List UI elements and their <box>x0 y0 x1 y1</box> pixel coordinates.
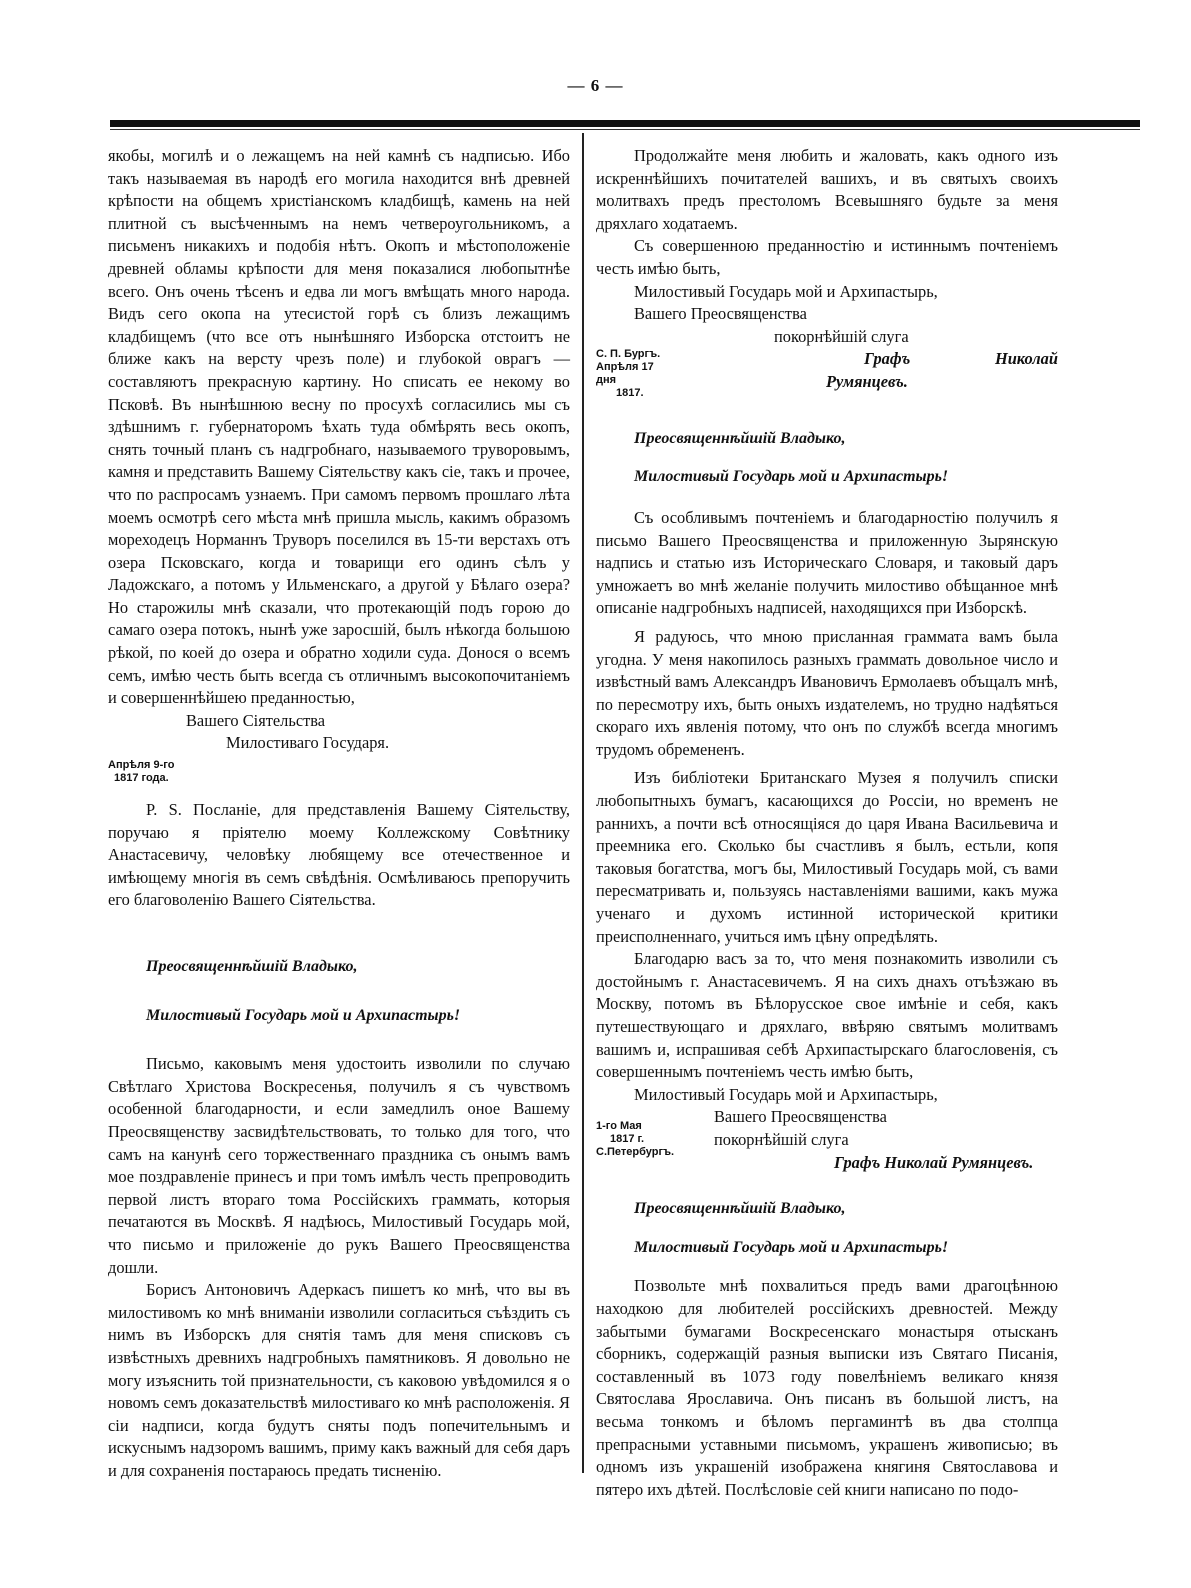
left-signature-line-2: Милостиваго Государя. <box>226 733 390 753</box>
right-column <box>596 145 1058 1501</box>
right-salutation-3: Преосвященнѣйшій Владыко, <box>634 1200 846 1218</box>
right-date-2-line-2: 1817 г. <box>610 1133 645 1146</box>
right-signature-1-line-3: покорнѣйшій слуга <box>774 326 909 346</box>
right-salutation-2: Милостивый Государь мой и Архипастырь! <box>634 468 949 486</box>
right-signature-1-text <box>676 326 1058 394</box>
left-signature-line-1: Вашего Сіятельства <box>186 710 326 730</box>
left-paragraph-2: Письмо, каковымъ меня удостоить изволили по случаю Свѣтлаго Христова Воскресенья, получилъ я съ чувствомъ особенной благодарности, и если замедлилъ оное Вашему Преосвященству засвидѣтельствовать, то только для того, что самъ на канунѣ сего торжественнаго праздника съ онымъ вамъ мое поздравленіе принесъ и при томъ имѣлъ честь препроводить первой листъ втораго тома Россійскихъ граммать, которыя печатаются въ Москвѣ. Я надѣюсь, Милостивый Государь мой, что письмо и приложеніе до рукъ Вашего Преосвященства дошли. <box>108 1054 570 1277</box>
right-date-block-1 <box>596 326 676 400</box>
right-signature-2-line-3: покорнѣйшій слуга <box>714 1129 849 1149</box>
right-signature-2-name: Графъ Николай Румянцевъ. <box>834 1152 1034 1172</box>
right-date-2-line-3: С.Петербургъ. <box>596 1146 675 1159</box>
left-date-line-1: Апрѣля 9-го <box>108 759 175 772</box>
header-rule <box>110 120 1140 127</box>
left-column <box>108 145 570 1482</box>
right-salutation-4: Милостивый Государь мой и Архипастырь! <box>634 1238 949 1256</box>
right-paragraph-6: Благодарю васъ за то, что меня познакомить изволили съ достойнымъ г. Анастасевичемъ. Я на сихъ днахъ отъѣзжаю въ Москву, потомъ въ Бѣлорусское свое имѣніе и себя, какъ путешествующаго и дряхлаго, ввѣряю святымъ молитвамъ вашимъ и, испрашивая себѣ Архипастырскаго благословенія, съ совершеннымъ почтеніемъ честь имѣю быть, <box>596 949 1058 1082</box>
left-postscript: P. S. Посланіе, для представленія Вашему Сіятельству, поручаю я пріятелю моему Коллежскому Совѣтнику Анастасевичу, человѣку любящему все отечественное и имѣющему многія въ семъ свѣдѣнія. Осмѣливаюсь препоручить его благоволенію Вашего Сіятельства. <box>108 800 570 910</box>
right-signature-1-line-2: Вашего Преосвященства <box>634 304 807 324</box>
left-paragraph-3: Борисъ Антоновичъ Адеркасъ пишетъ ко мнѣ, что вы въ милостивомъ ко мнѣ вниманіи изволили согласиться съѣздить съ нимъ въ Изборскъ для снятія тамъ для меня списковъ съ извѣстныхъ древнихъ надгробныхъ памятниковъ. Я довольно не могу изъяснить той признательности, съ каковою увѣдомился я о новомъ семъ доказательствѣ милостиваго ко мнѣ расположенія. Я сіи надписи, когда будутъ сняты подъ попечительнымъ и искуснымъ надзоромъ вашимъ, приму какъ важный для себя даръ и для сохраненія постараюсь предать тисненію. <box>108 1280 570 1480</box>
header-rule-thin <box>110 129 1140 130</box>
left-salutation-1: Преосвященнѣйшій Владыко, <box>146 958 358 975</box>
right-signature-2-line-2: Вашего Преосвященства <box>714 1107 887 1127</box>
left-salutation-2: Милостивый Государь мой и Архипастырь! <box>146 1006 461 1024</box>
right-signature-1-name: Графъ Николай Румянцевъ. <box>826 349 1058 391</box>
column-divider <box>582 133 584 1473</box>
right-date-1-line-1: С. П. Бургъ. <box>596 347 661 360</box>
page-number: — 6 — <box>567 76 624 95</box>
left-date-line-2: 1817 года. <box>114 772 169 785</box>
left-paragraph-1: якобы, могилѣ и о лежащемъ на ней камнѣ съ надписью. Ибо такъ называемая въ народѣ его могила находится внѣ древней крѣпости на общемъ христіанскомъ кладбищѣ, камень на ней плитной съ высѣченнымъ на немъ четвероугольникомъ, а письменъ никакихъ и подобія нѣтъ. Окопъ и мѣстоположеніе древней обламы крѣпости для меня показалися любопытнѣе всего. Онъ очень тѣсенъ и едва ли могъ вмѣщать много народа. Видъ сего окопа на утесистой горѣ съ близъ лежащимъ кладбищемъ (что все отъ нынѣшняго Изборска отстоитъ не ближе какъ на версту чрезъ поле) и глубокой оврагъ — составляютъ прекрасную картину. Но списать ее некому во Псковѣ. Въ нынѣшнюю весну по просухѣ согласились мы съ здѣшнимъ г. губернаторомъ ѣхать туда обмѣрять весь окопъ, снять точный планъ съ надгробнаго, называемого труворовымъ, камня и представить Вашему Сіятельству какъ сіе, такъ и прочее, что по распросамъ узнаемъ. При самомъ первомъ прошлаго лѣта моемъ осмотрѣ сего мѣста мнѣ пришла мысль, какимъ образомъ мореходецъ Норманнъ Труворъ поселился въ 15-ти верстахъ отъ озера Псковскаго, когда и товарищи его одинъ сѣлъ у Ладожскаго, а потомъ у Ильменскаго, а другой у Бѣлаго озера? Но старожилы мнѣ сказали, что протекающій подъ горою до самаго озера потокъ, нынѣ уже заросшій, былъ нѣкогда большою рѣкой, по коей до озера и обратно ходили суда. Донося о всемъ семъ, имѣю честь быть всегда съ отличнымъ высокопочитаніемъ и совершеннѣйшею преданностью, <box>108 146 570 708</box>
right-paragraph-1: Продолжайте меня любить и жаловать, какъ одного изъ искреннѣйшихъ почитателей вашихъ, и въ святыхъ своихъ молитвахъ предъ престоломъ Всевышняго будьте за меня дряхлаго ходатаемъ. <box>596 146 1058 233</box>
right-date-block-2 <box>596 1106 676 1159</box>
right-signature-1-row <box>596 326 1058 400</box>
right-paragraph-5: Изъ библіотеки Британскаго Музея я получилъ списки любопытныхъ бумагъ, касающихся до Россіи, но временъ не раннихъ, а почти всѣ относящіяся до царя Ивана Васильевича и преемника его. Сколько бы счастливъ я былъ, естьли, копя таковыя богатства, могъ бы, Милостивый Государь мой, съ вами пересматривать и, пользуясь наставленіями вашими, какъ мужа ученаго и духомъ истинной исторической критики преисполненнаго, учиться имъ цѣну опредѣлять. <box>596 768 1058 946</box>
right-signature-2-line-1: Милостивый Государь мой и Архипастырь, <box>634 1084 938 1104</box>
right-paragraph-3: Съ особливымъ почтеніемъ и благодарностію получилъ я письмо Вашего Преосвященства и приложенную Зырянскую надпись и статью изъ Историческаго Словаря, и таковый даръ умножаетъ во мнѣ желаніе получить милостиво обѣщанное мнѣ описаніе надгробныхъ надписей, находящихся при Изборскѣ. <box>596 507 1058 618</box>
right-signature-2-text <box>676 1106 1058 1174</box>
right-paragraph-2: Съ совершенною преданностію и истиннымъ почтеніемъ честь имѣю быть, <box>596 236 1058 278</box>
right-signature-2-row <box>596 1106 1058 1174</box>
right-paragraph-4: Я радуюсь, что мною присланная граммата вамъ была угодна. У меня накопилось разныхъ граммать довольное число и извѣстный вамъ Александръ Ивановичъ Ермолаевъ объщалъ мнѣ, по пересмотру ихъ, быть оныхъ издателемъ, но трудно надѣяться скораго ихъ явленія потому, что онъ по службѣ всегда многимъ трудомъ обремененъ. <box>596 626 1058 759</box>
right-signature-1-line-1: Милостивый Государь мой и Архипастырь, <box>634 281 938 301</box>
left-date-block <box>108 759 570 785</box>
right-paragraph-7: Позвольте мнѣ похвалиться предъ вами драгоцѣнною находкою для любителей россійскихъ древностей. Между забытыми бумагами Воскресенскаго монастыря отысканъ сборникъ, содержащій разныя выписки изъ Святаго Писанія, составленный въ 1073 году повелѣніемъ великаго князя Святослава Ярославича. Онъ писанъ въ большой листъ, на весьма тонкомъ и бѣломъ пергаминтѣ въ два столпца препрасными уставными письмомъ, украшенъ живописью; въ одномъ изъ украшеній изображена княгиня Святославова и пятеро ихъ дѣтей. Послѣсловіе сей книги написано по подо- <box>596 1276 1058 1499</box>
right-date-1-line-2: Апрѣля 17 дня <box>596 360 654 386</box>
right-salutation-1: Преосвященнѣйшій Владыко, <box>634 429 846 447</box>
right-date-2-line-1: 1-го Мая <box>596 1120 642 1133</box>
right-date-1-line-3: 1817. <box>616 386 644 399</box>
